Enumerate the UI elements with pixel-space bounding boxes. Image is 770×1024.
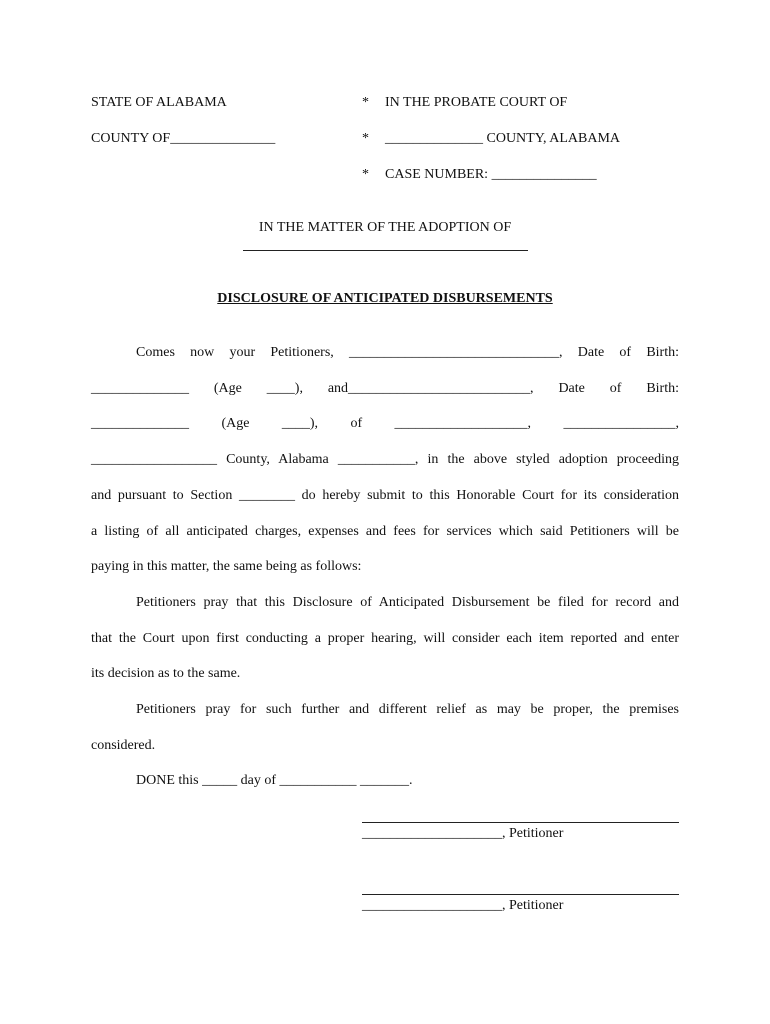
body-line: Petitioners pray that this Disclosure of Anticipated Disbursement be filed for record and [136, 595, 679, 610]
body-line: its decision as to the same. [91, 666, 241, 681]
case-number-label: CASE NUMBER: _______________ [385, 167, 597, 182]
county-label: COUNTY OF_______________ [91, 131, 276, 146]
body-line: ______________ (Age ____), and__________________________, Date of Birth: [91, 381, 679, 396]
body-line: Comes now your Petitioners, ______________________________, Date of Birth: [136, 345, 679, 360]
done-line: DONE this _____ day of ___________ _______. [136, 773, 413, 788]
document-title: DISCLOSURE OF ANTICIPATED DISBURSEMENTS [217, 291, 553, 306]
petitioner-signature-2: ____________________, Petitioner [362, 898, 564, 913]
signature-line [362, 894, 679, 895]
body-line: Petitioners pray for such further and different relief as may be proper, the premises [136, 702, 679, 717]
body-line: ______________ (Age ____), of ___________________, ________________, [91, 416, 679, 431]
body-line: paying in this matter, the same being as follows: [91, 559, 362, 574]
body-line: that the Court upon first conducting a proper hearing, will consider each item reported and enter [91, 631, 679, 646]
court-label: IN THE PROBATE COURT OF [385, 95, 568, 110]
body-line: a listing of all anticipated charges, expenses and fees for services which said Petitioners will be [91, 524, 679, 539]
caption-separator: * [362, 131, 369, 146]
body-line: considered. [91, 738, 156, 753]
court-county-label: ______________ COUNTY, ALABAMA [385, 131, 621, 146]
caption-separator: * [362, 95, 369, 110]
matter-heading: IN THE MATTER OF THE ADOPTION OF [258, 220, 512, 235]
body-line: and pursuant to Section ________ do hereby submit to this Honorable Court for its consideration [91, 488, 679, 503]
adoptee-name-line [243, 250, 528, 251]
signature-line [362, 822, 679, 823]
caption-separator: * [362, 167, 369, 182]
body-line: __________________ County, Alabama ___________, in the above styled adoption proceeding [91, 452, 679, 467]
petitioner-signature-1: ____________________, Petitioner [362, 826, 564, 841]
state-label: STATE OF ALABAMA [91, 95, 227, 110]
